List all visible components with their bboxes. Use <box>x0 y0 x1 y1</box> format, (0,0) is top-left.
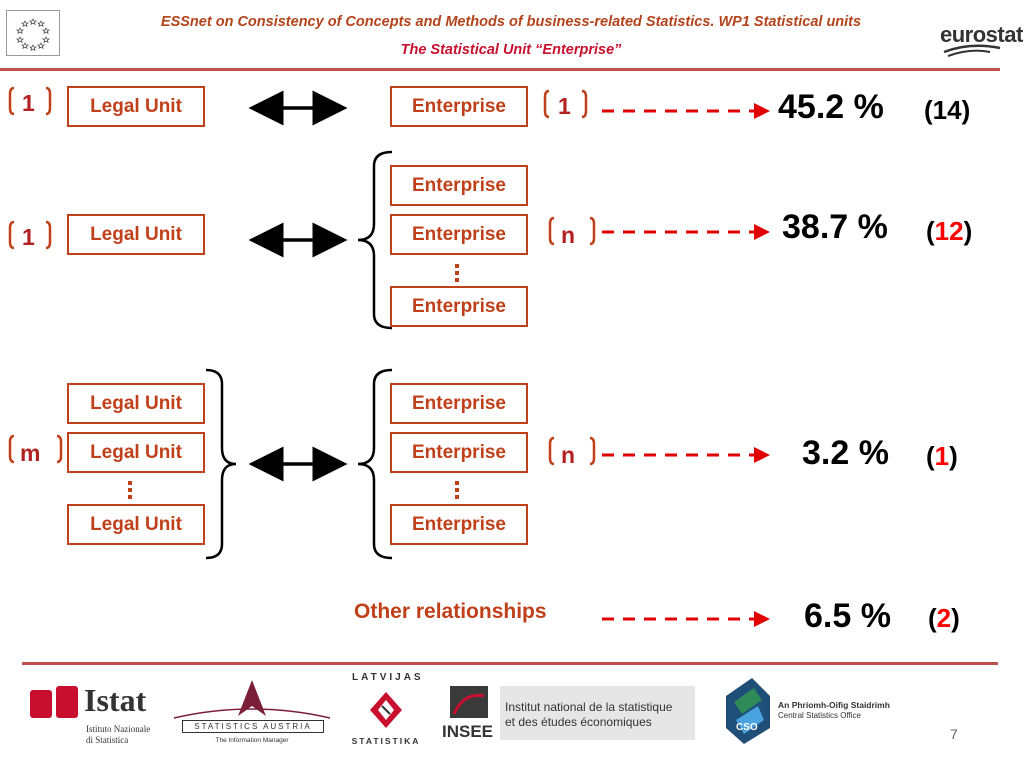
percent-4: 6.5 % <box>804 597 891 635</box>
dashed-arrow-4 <box>602 611 770 627</box>
cso-logo <box>722 676 922 748</box>
legal-unit-box: Legal Unit <box>67 214 205 255</box>
percent-1: 45.2 % <box>778 88 884 126</box>
eurostat-logo-text: eurostat <box>940 22 1023 47</box>
latvija-top-text: LATVIJAS <box>352 672 424 683</box>
austria-tagline: The Information Manager <box>215 737 289 744</box>
legal-unit-box: Legal Unit <box>67 383 205 424</box>
enterprise-box: Enterprise <box>390 504 528 545</box>
istat-wordmark: Istat <box>84 682 147 718</box>
legal-unit-box: Legal Unit <box>67 86 205 127</box>
page-number: 7 <box>950 726 958 742</box>
ellipsis-dots-enterprise-3 <box>455 481 459 499</box>
enterprise-box: Enterprise <box>390 432 528 473</box>
dashed-arrow-2 <box>602 224 770 240</box>
legal-unit-box: Legal Unit <box>67 432 205 473</box>
brace-legal-units-3 <box>206 370 236 558</box>
count-value-1: 14 <box>932 95 962 125</box>
enterprise-box: Enterprise <box>390 214 528 255</box>
istat-logo <box>28 682 158 752</box>
brace-enterprises-2 <box>358 152 392 328</box>
austria-wordmark: STATISTICS AUSTRIA <box>182 720 324 733</box>
count-4: (2) <box>928 603 960 633</box>
footer-rule <box>22 662 998 665</box>
dashed-arrow-1 <box>602 103 770 119</box>
count-1: (14) <box>924 95 971 125</box>
insee-logo <box>440 686 696 744</box>
istat-sub-2: di Statistica <box>86 735 129 745</box>
cso-english-name: Central Statistics Office <box>778 711 861 720</box>
enterprise-box: Enterprise <box>390 86 528 127</box>
cardinality-right-3: n <box>561 442 576 468</box>
header-title: ESSnet on Consistency of Concepts and Methods of business-related Statistics. WP1 Statistical units <box>160 14 862 30</box>
count-3: (1) <box>926 441 958 471</box>
insee-text-panel <box>500 686 695 740</box>
count-value-4: 2 <box>936 603 952 633</box>
istat-sub-1: Istituto Nazionale <box>86 724 151 734</box>
cardinality-right-1: 1 <box>558 93 571 119</box>
cardinality-left-1: 1 <box>22 90 35 116</box>
latvija-statistika-logo <box>346 666 426 754</box>
ellipsis-dots-enterprise-2 <box>455 264 459 282</box>
count-value-3: 1 <box>934 441 950 471</box>
cso-irish-name: An Phríomh-Oifig Staidrimh <box>778 700 890 710</box>
cso-mark-text: CSO <box>736 722 758 733</box>
insee-wordmark: INSEE <box>442 722 494 741</box>
statistics-austria-logo <box>172 676 332 750</box>
latvija-bottom-text: STATISTIKA <box>351 736 421 746</box>
enterprise-box: Enterprise <box>390 286 528 327</box>
header-subtitle: The Statistical Unit “Enterprise” <box>400 42 622 58</box>
percent-3: 3.2 % <box>802 434 889 472</box>
percent-2: 38.7 % <box>782 208 888 246</box>
insee-text-line-2: et des études économiques <box>505 715 652 729</box>
insee-text-line-1: Institut national de la statistique <box>505 700 673 714</box>
count-value-2: 12 <box>934 216 964 246</box>
cso-emblem-icon <box>722 676 774 746</box>
other-relationships-label: Other relationships <box>354 600 547 623</box>
austria-triangle-icon <box>172 676 332 724</box>
cardinality-left-3: m <box>20 440 41 466</box>
cardinality-right-2: n <box>561 222 576 248</box>
cardinality-left-2: 1 <box>22 224 35 250</box>
legal-unit-box: Legal Unit <box>67 504 205 545</box>
enterprise-box: Enterprise <box>390 383 528 424</box>
brace-enterprises-3 <box>358 370 392 558</box>
istat-mark-icon <box>28 684 82 720</box>
insee-mark-icon <box>444 686 496 720</box>
dashed-arrow-3 <box>602 447 770 463</box>
count-2: (12) <box>926 216 973 246</box>
ellipsis-dots-legal-3 <box>128 481 132 499</box>
enterprise-box: Enterprise <box>390 165 528 206</box>
